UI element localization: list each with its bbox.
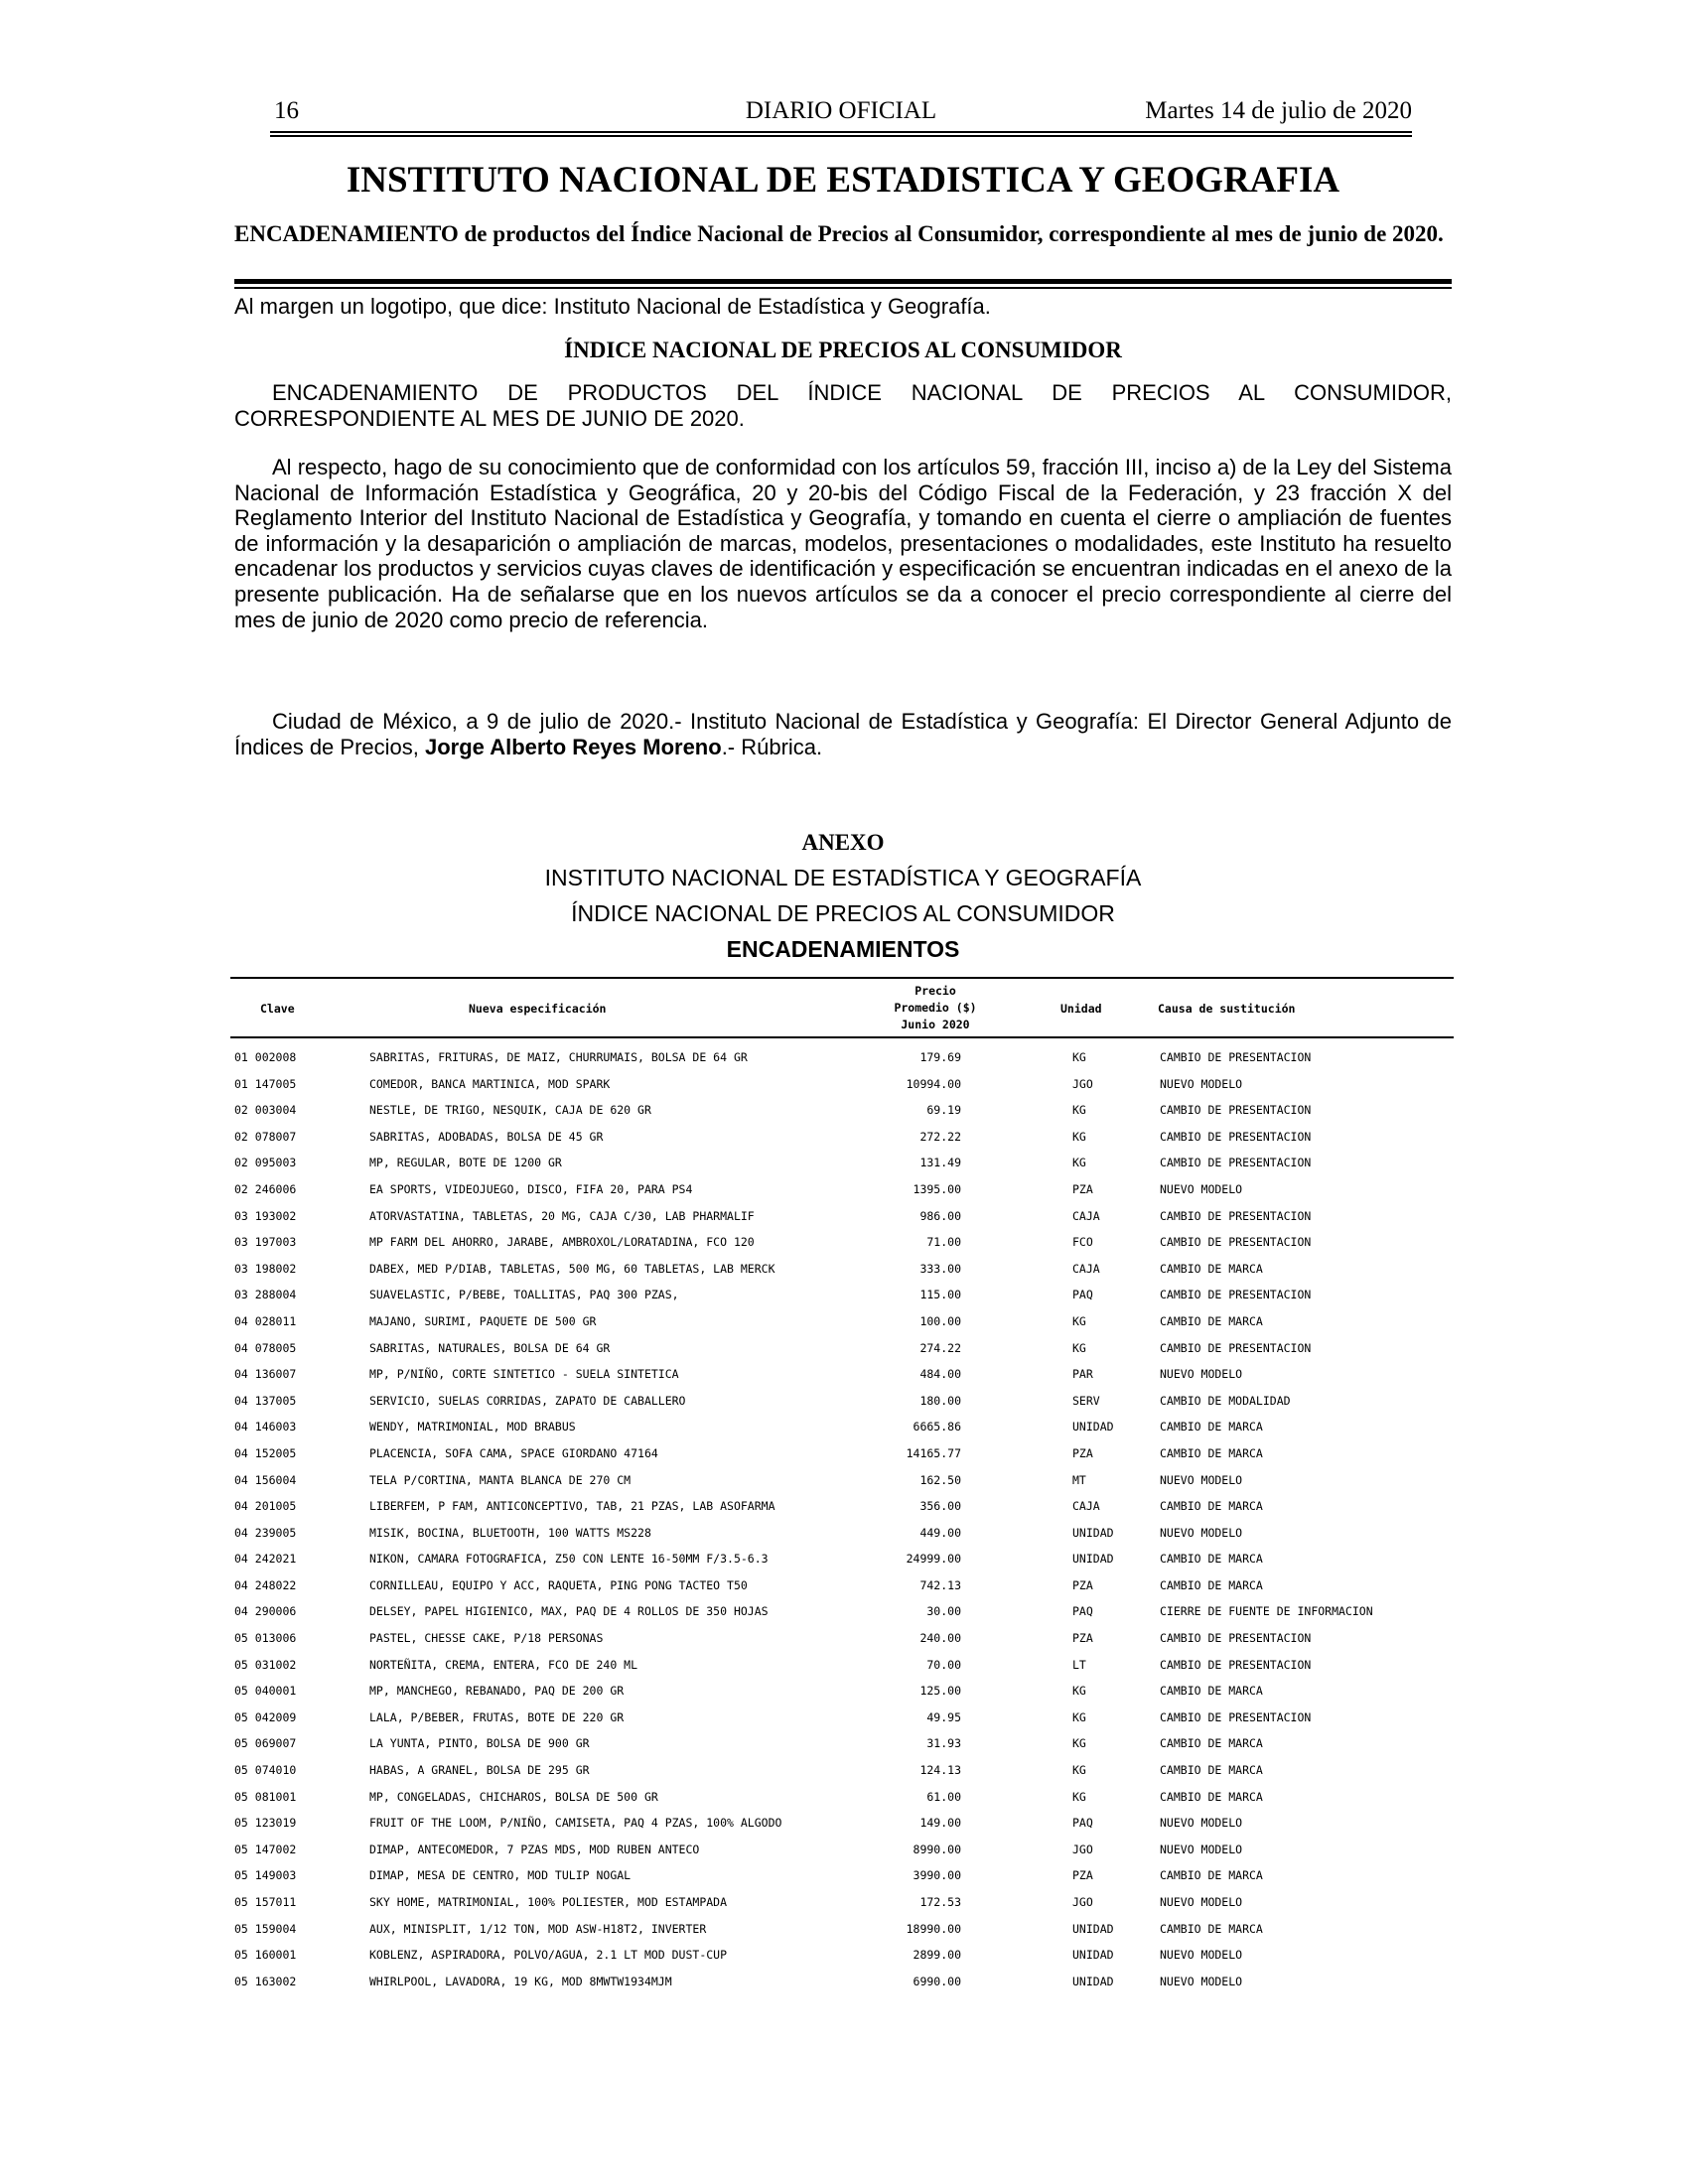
cell-specification: SABRITAS, FRITURAS, DE MAIZ, CHURRUMAIS, BOLSA DE 64 GR: [369, 1050, 748, 1064]
cell-unit: PAQ: [1072, 1816, 1093, 1831]
cell-clave: 05 031002: [234, 1657, 297, 1672]
cell-price: 179.69: [919, 1050, 961, 1064]
cell-clave: 02 246006: [234, 1181, 297, 1196]
header-specification: Nueva especificación: [469, 1002, 607, 1016]
table-row: [230, 1363, 1454, 1390]
cell-price: 14165.77: [906, 1445, 961, 1460]
table-row: [230, 1231, 1454, 1258]
cell-specification: SABRITAS, ADOBADAS, BOLSA DE 45 GR: [369, 1129, 604, 1144]
cell-price: 274.22: [919, 1340, 961, 1355]
cell-specification: MP, CONGELADAS, CHICHAROS, BOLSA DE 500 GR: [369, 1789, 658, 1804]
cell-unit: KG: [1072, 1789, 1086, 1804]
cell-price: 124.13: [919, 1763, 961, 1778]
cell-cause: CAMBIO DE MARCA: [1160, 1499, 1263, 1514]
cell-price: 8990.00: [913, 1842, 961, 1856]
signer-name: Jorge Alberto Reyes Moreno: [424, 734, 722, 759]
cell-unit: JGO: [1072, 1076, 1093, 1091]
cell-cause: CAMBIO DE PRESENTACION: [1160, 1709, 1312, 1724]
cell-cause: CAMBIO DE PRESENTACION: [1160, 1288, 1312, 1302]
header-cause: Causa de sustitución: [1158, 1002, 1296, 1016]
cell-cause: CAMBIO DE MARCA: [1160, 1921, 1263, 1936]
cell-cause: NUEVO MODELO: [1160, 1816, 1243, 1831]
cell-clave: 04 152005: [234, 1445, 297, 1460]
cell-unit: MT: [1072, 1472, 1086, 1487]
table-row: [230, 1310, 1454, 1337]
cell-unit: PZA: [1072, 1577, 1093, 1592]
cell-specification: DIMAP, MESA DE CENTRO, MOD TULIP NOGAL: [369, 1868, 632, 1883]
cell-cause: CAMBIO DE MARCA: [1160, 1420, 1263, 1434]
annex-title: ENCADENAMIENTOS: [726, 936, 960, 962]
header-price: [866, 983, 1005, 1033]
cell-specification: MP, P/NIÑO, CORTE SINTETICO - SUELA SINTETICA: [369, 1367, 679, 1382]
cell-price: 70.00: [926, 1657, 961, 1672]
cell-price: 3990.00: [913, 1868, 961, 1883]
cell-specification: NORTEÑITA, CREMA, ENTERA, FCO DE 240 ML: [369, 1657, 638, 1672]
cell-unit: CAJA: [1072, 1208, 1100, 1223]
signature-text: Ciudad de México, a 9 de julio de 2020.- Instituto Nacional de Estadística y Geografía: El Director General Adjunto de Índices de Precios,: [234, 709, 1452, 759]
table-row: [230, 1337, 1454, 1364]
cell-price: 180.00: [919, 1393, 961, 1408]
cell-clave: 04 201005: [234, 1499, 297, 1514]
cell-cause: CAMBIO DE MARCA: [1160, 1789, 1263, 1804]
table-row: [230, 1258, 1454, 1285]
logo-note: Al margen un logotipo, que dice: Instituto Nacional de Estadística y Geografía.: [234, 294, 991, 319]
cell-price: 333.00: [919, 1261, 961, 1276]
cell-unit: CAJA: [1072, 1261, 1100, 1276]
table-body: [230, 1046, 1454, 1996]
cell-unit: UNIDAD: [1072, 1974, 1114, 1988]
table-row: [230, 1178, 1454, 1205]
cell-specification: AUX, MINISPLIT, 1/12 TON, MOD ASW-H18T2, INVERTER: [369, 1921, 707, 1936]
cell-clave: 05 147002: [234, 1842, 297, 1856]
cell-clave: 04 146003: [234, 1420, 297, 1434]
table-row: [230, 1390, 1454, 1417]
cell-price: 71.00: [926, 1235, 961, 1250]
cell-clave: 04 242021: [234, 1552, 297, 1567]
cell-unit: LT: [1072, 1657, 1086, 1672]
cell-clave: 04 078005: [234, 1340, 297, 1355]
cell-clave: 01 002008: [234, 1050, 297, 1064]
annex-heading: ANEXO: [801, 830, 885, 855]
header-unit: Unidad: [1060, 1002, 1102, 1016]
table-row: [230, 1152, 1454, 1178]
cell-unit: KG: [1072, 1313, 1086, 1328]
cell-price: 24999.00: [906, 1552, 961, 1567]
cell-price: 30.00: [926, 1604, 961, 1619]
table-rule-top: [230, 977, 1454, 979]
cell-price: 18990.00: [906, 1921, 961, 1936]
table-row: [230, 1732, 1454, 1759]
cell-clave: 03 193002: [234, 1208, 297, 1223]
cell-specification: KOBLENZ, ASPIRADORA, POLVO/AGUA, 2.1 LT MOD DUST-CUP: [369, 1948, 728, 1963]
cell-unit: PAQ: [1072, 1288, 1093, 1302]
cell-clave: 01 147005: [234, 1076, 297, 1091]
cell-price: 484.00: [919, 1367, 961, 1382]
cell-price: 100.00: [919, 1313, 961, 1328]
cell-price: 240.00: [919, 1631, 961, 1646]
cell-specification: CORNILLEAU, EQUIPO Y ACC, RAQUETA, PING PONG TACTEO T50: [369, 1577, 748, 1592]
cell-price: 272.22: [919, 1129, 961, 1144]
publication-name: DIARIO OFICIAL: [745, 97, 937, 124]
cell-unit: JGO: [1072, 1842, 1093, 1856]
cell-cause: CAMBIO DE PRESENTACION: [1160, 1235, 1312, 1250]
cell-price: 131.49: [919, 1156, 961, 1170]
table-row: [230, 1099, 1454, 1126]
cell-cause: CAMBIO DE MARCA: [1160, 1868, 1263, 1883]
cell-clave: 04 028011: [234, 1313, 297, 1328]
cell-price: 115.00: [919, 1288, 961, 1302]
cell-specification: LALA, P/BEBER, FRUTAS, BOTE DE 220 GR: [369, 1709, 625, 1724]
cell-specification: MP, REGULAR, BOTE DE 1200 GR: [369, 1156, 562, 1170]
table-row: [230, 1944, 1454, 1971]
cell-cause: CAMBIO DE MODALIDAD: [1160, 1393, 1291, 1408]
cell-price: 61.00: [926, 1789, 961, 1804]
cell-clave: 05 081001: [234, 1789, 297, 1804]
cell-cause: CAMBIO DE MARCA: [1160, 1552, 1263, 1567]
cell-clave: 02 078007: [234, 1129, 297, 1144]
cell-specification: TELA P/CORTINA, MANTA BLANCA DE 270 CM: [369, 1472, 632, 1487]
cell-specification: MP, MANCHEGO, REBANADO, PAQ DE 200 GR: [369, 1684, 625, 1699]
cell-price: 986.00: [919, 1208, 961, 1223]
cell-cause: NUEVO MODELO: [1160, 1974, 1243, 1988]
cell-specification: MISIK, BOCINA, BLUETOOTH, 100 WATTS MS228: [369, 1525, 651, 1540]
cell-cause: NUEVO MODELO: [1160, 1367, 1243, 1382]
table-row: [230, 1126, 1454, 1153]
cell-unit: KG: [1072, 1340, 1086, 1355]
cell-cause: CAMBIO DE MARCA: [1160, 1763, 1263, 1778]
table-row: [230, 1918, 1454, 1945]
cell-price: 356.00: [919, 1499, 961, 1514]
page-number: 16: [274, 97, 299, 124]
cell-specification: FRUIT OF THE LOOM, P/NIÑO, CAMISETA, PAQ 4 PZAS, 100% ALGODO: [369, 1816, 782, 1831]
cell-clave: 05 042009: [234, 1709, 297, 1724]
annex-institute: INSTITUTO NACIONAL DE ESTADÍSTICA Y GEOGRAFÍA: [544, 865, 1142, 890]
table-row: [230, 1495, 1454, 1522]
cell-price: 149.00: [919, 1816, 961, 1831]
cell-clave: 05 159004: [234, 1921, 297, 1936]
cell-specification: DELSEY, PAPEL HIGIENICO, MAX, PAQ DE 4 ROLLOS DE 350 HOJAS: [369, 1604, 769, 1619]
cell-unit: UNIDAD: [1072, 1525, 1114, 1540]
header-rule-top: [270, 131, 1412, 133]
paragraph-intro: ENCADENAMIENTO DE PRODUCTOS DEL ÍNDICE NACIONAL DE PRECIOS AL CONSUMIDOR, CORRESPONDIENTE AL MES DE JUNIO DE 2020.: [234, 380, 1452, 431]
cell-specification: NIKON, CAMARA FOTOGRAFICA, Z50 CON LENTE 16-50MM F/3.5-6.3: [369, 1552, 769, 1567]
cell-clave: 03 197003: [234, 1235, 297, 1250]
cell-specification: PLACENCIA, SOFA CAMA, SPACE GIORDANO 47164: [369, 1445, 658, 1460]
cell-clave: 05 013006: [234, 1631, 297, 1646]
cell-cause: CAMBIO DE MARCA: [1160, 1445, 1263, 1460]
cell-specification: MAJANO, SURIMI, PAQUETE DE 500 GR: [369, 1313, 597, 1328]
table-row: [230, 1284, 1454, 1310]
cell-cause: NUEVO MODELO: [1160, 1842, 1243, 1856]
table-row: [230, 1073, 1454, 1100]
header-clave: Clave: [260, 1002, 295, 1016]
cell-unit: PZA: [1072, 1445, 1093, 1460]
table-row: [230, 1706, 1454, 1733]
cell-specification: WHIRLPOOL, LAVADORA, 19 KG, MOD 8MWTW1934MJM: [369, 1974, 672, 1988]
cell-cause: CAMBIO DE MARCA: [1160, 1577, 1263, 1592]
cell-price: 1395.00: [913, 1181, 961, 1196]
cell-price: 742.13: [919, 1577, 961, 1592]
cell-specification: PASTEL, CHESSE CAKE, P/18 PERSONAS: [369, 1631, 604, 1646]
cell-price: 449.00: [919, 1525, 961, 1540]
cell-unit: KG: [1072, 1763, 1086, 1778]
table-row: [230, 1574, 1454, 1601]
table-row: [230, 1046, 1454, 1073]
cell-clave: 04 136007: [234, 1367, 297, 1382]
cell-cause: CAMBIO DE PRESENTACION: [1160, 1156, 1312, 1170]
annex-index: ÍNDICE NACIONAL DE PRECIOS AL CONSUMIDOR: [571, 900, 1115, 926]
cell-cause: NUEVO MODELO: [1160, 1472, 1243, 1487]
cell-specification: COMEDOR, BANCA MARTINICA, MOD SPARK: [369, 1076, 611, 1091]
header-price-line1: Precio: [914, 984, 956, 998]
cell-clave: 04 248022: [234, 1577, 297, 1592]
cell-specification: SABRITAS, NATURALES, BOLSA DE 64 GR: [369, 1340, 611, 1355]
cell-price: 125.00: [919, 1684, 961, 1699]
cell-price: 2899.00: [913, 1948, 961, 1963]
cell-specification: LA YUNTA, PINTO, BOLSA DE 900 GR: [369, 1736, 590, 1751]
cell-cause: CAMBIO DE MARCA: [1160, 1736, 1263, 1751]
cell-cause: CAMBIO DE PRESENTACION: [1160, 1103, 1312, 1118]
cell-specification: SUAVELASTIC, P/BEBE, TOALLITAS, PAQ 300 PZAS,: [369, 1288, 679, 1302]
publication-date: Martes 14 de julio de 2020: [1145, 97, 1412, 124]
cell-cause: CAMBIO DE PRESENTACION: [1160, 1340, 1312, 1355]
cell-specification: DABEX, MED P/DIAB, TABLETAS, 500 MG, 60 TABLETAS, LAB MERCK: [369, 1261, 775, 1276]
cell-specification: EA SPORTS, VIDEOJUEGO, DISCO, FIFA 20, PARA PS4: [369, 1181, 693, 1196]
cell-unit: SERV: [1072, 1393, 1100, 1408]
cell-unit: FCO: [1072, 1235, 1093, 1250]
table-row: [230, 1759, 1454, 1786]
cell-unit: UNIDAD: [1072, 1420, 1114, 1434]
cell-specification: LIBERFEM, P FAM, ANTICONCEPTIVO, TAB, 21 PZAS, LAB ASOFARMA: [369, 1499, 775, 1514]
cell-unit: UNIDAD: [1072, 1948, 1114, 1963]
cell-unit: PZA: [1072, 1631, 1093, 1646]
cell-specification: MP FARM DEL AHORRO, JARABE, AMBROXOL/LORATADINA, FCO 120: [369, 1235, 755, 1250]
cell-specification: ATORVASTATINA, TABLETAS, 20 MG, CAJA C/30, LAB PHARMALIF: [369, 1208, 755, 1223]
table-row: [230, 1786, 1454, 1813]
document-title: ENCADENAMIENTO de productos del Índice Nacional de Precios al Consumidor, correspondiente al mes de junio de 2020.: [234, 221, 1444, 246]
cell-unit: KG: [1072, 1129, 1086, 1144]
cell-unit: PZA: [1072, 1181, 1093, 1196]
cell-unit: UNIDAD: [1072, 1552, 1114, 1567]
table-row: [230, 1839, 1454, 1865]
cell-specification: SERVICIO, SUELAS CORRIDAS, ZAPATO DE CABALLERO: [369, 1393, 686, 1408]
cell-unit: KG: [1072, 1103, 1086, 1118]
header-rule-bottom: [270, 135, 1412, 137]
table-row: [230, 1864, 1454, 1891]
cell-cause: CAMBIO DE MARCA: [1160, 1261, 1263, 1276]
cell-unit: PZA: [1072, 1868, 1093, 1883]
table-row: [230, 1469, 1454, 1496]
table-row: [230, 1205, 1454, 1232]
table-row: [230, 1971, 1454, 1997]
signature-rubrica: .- Rúbrica.: [721, 734, 823, 759]
cell-clave: 04 239005: [234, 1525, 297, 1540]
cell-unit: KG: [1072, 1736, 1086, 1751]
table-row: [230, 1680, 1454, 1706]
table-row: [230, 1522, 1454, 1549]
cell-clave: 05 040001: [234, 1684, 297, 1699]
cell-unit: CAJA: [1072, 1499, 1100, 1514]
table-row: [230, 1891, 1454, 1918]
title-rule-thin: [234, 287, 1452, 289]
cell-clave: 05 163002: [234, 1974, 297, 1988]
table-rule-header: [230, 1036, 1454, 1038]
table-row: [230, 1627, 1454, 1654]
cell-unit: KG: [1072, 1709, 1086, 1724]
cell-specification: HABAS, A GRANEL, BOLSA DE 295 GR: [369, 1763, 590, 1778]
table-row: [230, 1654, 1454, 1681]
cell-cause: CAMBIO DE PRESENTACION: [1160, 1050, 1312, 1064]
title-rule-thick: [234, 279, 1452, 284]
cell-cause: NUEVO MODELO: [1160, 1895, 1243, 1909]
cell-specification: WENDY, MATRIMONIAL, MOD BRABUS: [369, 1420, 576, 1434]
cell-specification: DIMAP, ANTECOMEDOR, 7 PZAS MDS, MOD RUBEN ANTECO: [369, 1842, 700, 1856]
cell-clave: 04 137005: [234, 1393, 297, 1408]
cell-cause: NUEVO MODELO: [1160, 1525, 1243, 1540]
table-row: [230, 1442, 1454, 1469]
cell-price: 6990.00: [913, 1974, 961, 1988]
cell-cause: CAMBIO DE PRESENTACION: [1160, 1657, 1312, 1672]
cell-cause: CIERRE DE FUENTE DE INFORMACION: [1160, 1604, 1373, 1619]
cell-unit: PAR: [1072, 1367, 1093, 1382]
cell-clave: 05 069007: [234, 1736, 297, 1751]
institute-title: INSTITUTO NACIONAL DE ESTADISTICA Y GEOGRAFIA: [346, 160, 1340, 201]
cell-cause: NUEVO MODELO: [1160, 1948, 1243, 1963]
cell-unit: KG: [1072, 1684, 1086, 1699]
cell-cause: CAMBIO DE PRESENTACION: [1160, 1129, 1312, 1144]
cell-clave: 05 157011: [234, 1895, 297, 1909]
cell-unit: KG: [1072, 1156, 1086, 1170]
cell-unit: JGO: [1072, 1895, 1093, 1909]
cell-clave: 05 160001: [234, 1948, 297, 1963]
cell-specification: NESTLE, DE TRIGO, NESQUIK, CAJA DE 620 GR: [369, 1103, 651, 1118]
cell-price: 10994.00: [906, 1076, 961, 1091]
cell-clave: 02 003004: [234, 1103, 297, 1118]
cell-specification: SKY HOME, MATRIMONIAL, 100% POLIESTER, MOD ESTAMPADA: [369, 1895, 728, 1909]
table-row: [230, 1600, 1454, 1627]
cell-clave: 05 149003: [234, 1868, 297, 1883]
paragraph-signature: [234, 709, 1452, 759]
table-row: [230, 1416, 1454, 1442]
cell-price: 6665.86: [913, 1420, 961, 1434]
section-heading: ÍNDICE NACIONAL DE PRECIOS AL CONSUMIDOR: [564, 338, 1122, 362]
cell-cause: CAMBIO DE PRESENTACION: [1160, 1631, 1312, 1646]
cell-clave: 04 290006: [234, 1604, 297, 1619]
table-row: [230, 1812, 1454, 1839]
cell-clave: 03 198002: [234, 1261, 297, 1276]
cell-cause: CAMBIO DE PRESENTACION: [1160, 1208, 1312, 1223]
cell-clave: 02 095003: [234, 1156, 297, 1170]
cell-price: 31.93: [926, 1736, 961, 1751]
cell-price: 69.19: [926, 1103, 961, 1118]
cell-price: 49.95: [926, 1709, 961, 1724]
cell-price: 162.50: [919, 1472, 961, 1487]
header-price-line2: Promedio ($): [894, 1001, 977, 1015]
cell-cause: NUEVO MODELO: [1160, 1181, 1243, 1196]
table-row: [230, 1548, 1454, 1574]
running-header: [270, 95, 1412, 131]
cell-unit: KG: [1072, 1050, 1086, 1064]
cell-unit: UNIDAD: [1072, 1921, 1114, 1936]
cell-clave: 03 288004: [234, 1288, 297, 1302]
cell-clave: 05 123019: [234, 1816, 297, 1831]
cell-cause: NUEVO MODELO: [1160, 1076, 1243, 1091]
cell-cause: CAMBIO DE MARCA: [1160, 1313, 1263, 1328]
cell-unit: PAQ: [1072, 1604, 1093, 1619]
paragraph-body: Al respecto, hago de su conocimiento que de conformidad con los artículos 59, fracción III, inciso a) de la Ley del Sistema Nacional de Información Estadística y Geográfica, 20 y 20-bis del Código Fiscal de la Federación, y 23 fracción X del Reglamento Interior del Instituto Nacional de Estadística y Geografía, y tomando en cuenta el cierre o ampliación de fuentes de información y la desaparición o ampliación de marcas, modelos, presentaciones o modalidades, este Instituto ha resuelto encadenar los productos y servicios cuyas claves de identificación y especificación se encuentran indicadas en el anexo de la presente publicación. Ha de señalarse que en los nuevos artículos se da a conocer el precio correspondiente al cierre del mes de junio de 2020 como precio de referencia.: [234, 455, 1452, 632]
cell-price: 172.53: [919, 1895, 961, 1909]
header-price-line3: Junio 2020: [901, 1018, 970, 1031]
cell-cause: CAMBIO DE MARCA: [1160, 1684, 1263, 1699]
cell-clave: 04 156004: [234, 1472, 297, 1487]
cell-clave: 05 074010: [234, 1763, 297, 1778]
